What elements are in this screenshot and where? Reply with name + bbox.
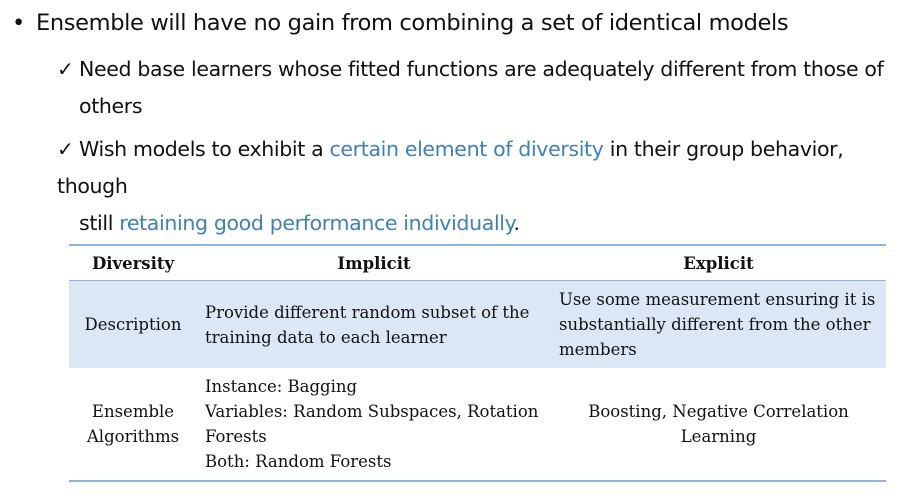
sub-bullet-text: Need base learners whose fitted functions are adequately different from those of: [79, 57, 884, 81]
table-header-row: [69, 245, 886, 281]
row-label: [69, 368, 197, 481]
table-row-algorithms: [69, 368, 886, 481]
sub-bullet-line: [57, 88, 902, 125]
diversity-table: [69, 244, 886, 482]
sub-bullet-line: [57, 131, 902, 205]
cell-implicit: [197, 281, 551, 369]
sub-bullet-line: [57, 51, 902, 88]
cell-line: members: [559, 340, 637, 359]
sub-bullet-text: others: [79, 94, 143, 118]
main-bullet-text: Ensemble will have no gain from combining a set of identical models: [36, 10, 789, 36]
sub-bullet-line: [57, 205, 902, 242]
checkmark-icon: ✓: [57, 57, 74, 81]
row-label-line: Algorithms: [86, 427, 180, 446]
cell-line: training data to each learner: [205, 327, 447, 347]
sub-bullet-text: .: [513, 211, 520, 235]
cell-line: Forests: [205, 427, 267, 446]
row-label-line: Ensemble: [91, 402, 175, 421]
main-bullet: [12, 6, 892, 40]
cell-line: Both: Random Forests: [205, 452, 392, 471]
header-explicit: Explicit: [551, 245, 886, 281]
cell-explicit: [551, 281, 886, 369]
sub-bullet-text: in their group behavior, though: [57, 137, 844, 198]
highlight-text: certain element of diversity: [329, 137, 604, 161]
sub-bullet-diversity: [57, 131, 902, 242]
sub-bullet-text: still: [79, 211, 120, 235]
checkmark-icon: ✓: [57, 137, 74, 161]
cell-line: substantially different from the other: [559, 315, 871, 334]
cell-line: Instance: Bagging: [205, 377, 358, 396]
table-row-description: [69, 281, 886, 369]
header-implicit: Implicit: [197, 245, 551, 281]
cell-line: Variables: Random Subspaces, Rotation: [205, 402, 539, 421]
highlight-text: retaining good performance individually: [119, 211, 514, 235]
sub-bullet-base-learners: [57, 51, 902, 125]
row-label: Description: [69, 281, 197, 369]
header-diversity: Diversity: [69, 245, 197, 281]
bullet-marker: •: [12, 10, 25, 36]
sub-bullet-text: Wish models to exhibit a: [79, 137, 330, 161]
cell-implicit: [197, 368, 551, 481]
cell-line: Use some measurement ensuring it is: [559, 290, 876, 309]
cell-explicit: Boosting, Negative Correlation Learning: [551, 368, 886, 481]
cell-line: Provide different random subset of the: [205, 302, 530, 322]
